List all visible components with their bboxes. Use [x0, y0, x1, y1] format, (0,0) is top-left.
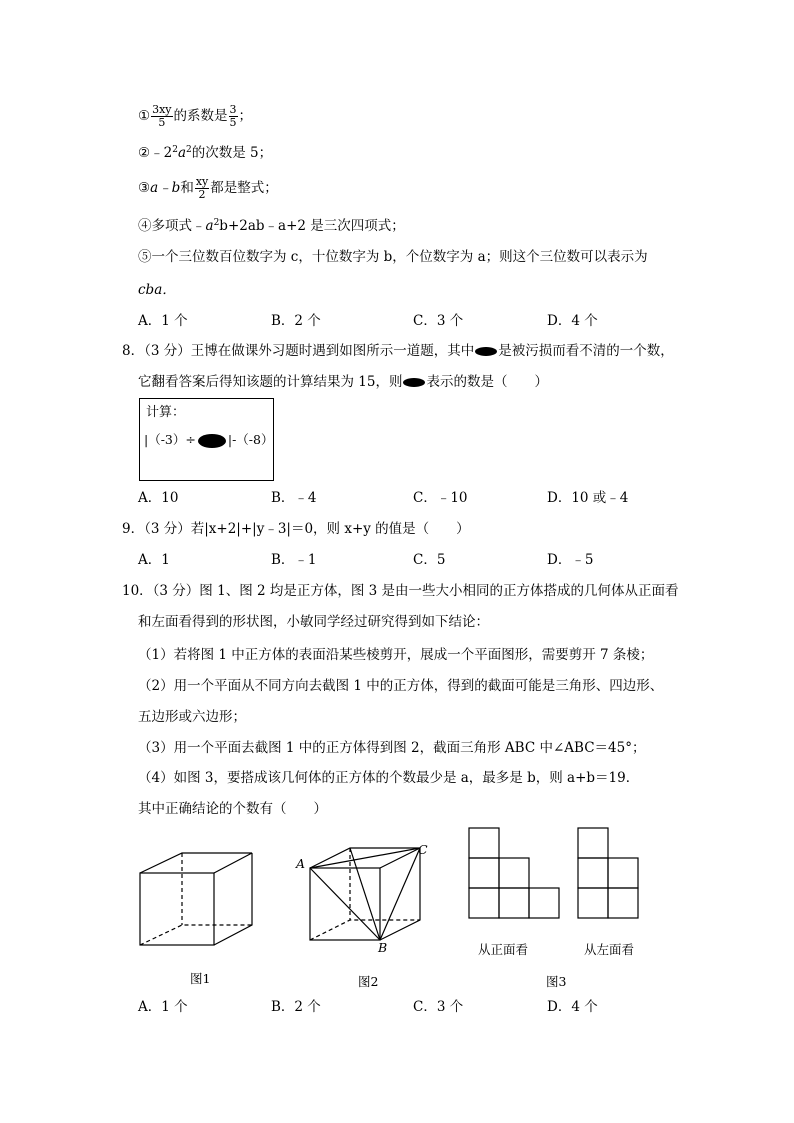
square — [469, 888, 499, 918]
calc-expression: |（-3）÷ |-（-8） — [144, 432, 274, 447]
q9-stem: 9．（3 分）若|x+2|+|y﹣3|＝0，则 x+y 的值是（ ） — [122, 521, 470, 537]
figure-3-front-view — [469, 828, 561, 920]
q10-option-c[interactable]: C．3 个 — [413, 999, 464, 1015]
statement-4: ④多项式$﹣a^2b+2ab﹣a+2$ 是三次四项式； — [138, 218, 405, 234]
cube-right-face — [214, 853, 252, 945]
section-edge-cb — [380, 848, 420, 940]
q8-option-b[interactable]: B．﹣4 — [271, 490, 317, 506]
figure-1-caption: 图1 — [190, 971, 211, 986]
q9-option-c[interactable]: C．5 — [413, 552, 446, 568]
q8-option-c[interactable]: C．﹣10 — [413, 490, 468, 506]
q8-option-d[interactable]: D．10 或﹣4 — [547, 490, 629, 506]
q8-stem-line1: 8．（3 分）王博在做课外习题时遇到如图所示一道题，其中 是被污损而看不清的一个数， — [122, 343, 674, 359]
statement-5: ⑤一个三位数百位数字为 c，十位数字为 b，个位数字为 a；则这个三位数可以表示为 — [138, 249, 648, 265]
q9-option-b[interactable]: B．﹣1 — [271, 552, 317, 568]
q8-option-a[interactable]: A．10 — [138, 490, 179, 506]
square — [529, 888, 559, 918]
q8-calculation-box — [139, 398, 274, 481]
q7-option-b[interactable]: B．2 个 — [271, 313, 321, 329]
section-edge-ac — [310, 848, 420, 868]
q9-option-d[interactable]: D．﹣5 — [547, 552, 594, 568]
q10-option-a[interactable]: A．1 个 — [138, 999, 188, 1015]
label-c: C — [418, 842, 428, 857]
statement-2: $②﹣2^2a^2$的次数是 5； — [138, 145, 273, 161]
cube-front-face — [140, 873, 214, 945]
cube-top-face — [140, 853, 252, 873]
q7-option-d[interactable]: D．4 个 — [547, 313, 598, 329]
calc-title: 计算： — [146, 405, 186, 420]
square — [499, 888, 529, 918]
fraction-3xy-over-5: $\frac{3xy}{5}$ — [152, 103, 172, 129]
statement-1: ① $\frac{3xy}{5}$ 的系数是 $\frac{3}{5}$ ； — [138, 103, 253, 129]
square — [608, 858, 638, 888]
cube-hidden-edges — [310, 920, 420, 940]
circled-number-5: ⑤ — [138, 249, 152, 265]
q10-option-d[interactable]: D．4 个 — [547, 999, 598, 1015]
q7-option-c[interactable]: C．3 个 — [413, 313, 464, 329]
cube-hidden-edges — [140, 925, 252, 945]
left-view-caption: 从左面看 — [584, 942, 635, 957]
circled-number-4: ④ — [138, 218, 152, 234]
q10-stem-line1: 10．（3 分）图 1、图 2 均是正方体，图 3 是由一些大小相同的正方体搭成的几何体从正面看 — [122, 583, 679, 599]
smudge-blot — [475, 347, 497, 356]
square — [469, 858, 499, 888]
q10-conclusion-4: （4）如图 3，要搭成该几何体的正方体的个数最少是 a，最多是 b，则 a+b＝19． — [138, 770, 640, 786]
label-a: A — [296, 856, 306, 871]
square — [499, 858, 529, 888]
square — [578, 828, 608, 858]
figure-2-cube-section — [292, 838, 432, 958]
section-edge-ab — [310, 868, 380, 940]
q10-conclusion-2a: （2）用一个平面从不同方向去截图 1 中的正方体，得到的截面可能是三角形、四边形、 — [138, 678, 664, 694]
square — [578, 858, 608, 888]
q10-stem-line2: 和左面看得到的形状图，小敏同学经过研究得到如下结论： — [138, 614, 489, 630]
q10-ask: 其中正确结论的个数有（ ） — [138, 801, 327, 817]
section-edge-inner — [350, 848, 380, 940]
front-view-caption: 从正面看 — [478, 942, 529, 957]
q7-option-a[interactable]: A．1 个 — [138, 313, 188, 329]
label-b: B — [378, 940, 388, 955]
statement-5-continued: cba． — [138, 282, 176, 298]
figure-2-caption: 图2 — [358, 974, 379, 989]
figure-3-caption: 图3 — [546, 974, 567, 989]
statement-3: ③a﹣b和 $\frac{xy}{2}$ 都是整式； — [138, 175, 278, 201]
fraction-3-over-5: $\frac{3}{5}$ — [229, 103, 237, 129]
q8-stem-line2: 它翻看答案后得知该题的计算结果为 15，则 表示的数是（ ） — [138, 374, 548, 390]
circled-number-1: ① — [138, 108, 151, 124]
square — [578, 888, 608, 918]
figure-3-left-view — [578, 828, 640, 920]
smudge-blot — [403, 378, 425, 387]
circled-number-3: ③ — [138, 180, 151, 196]
q10-option-b[interactable]: B．2 个 — [271, 999, 321, 1015]
q9-option-a[interactable]: A．1 — [138, 552, 170, 568]
q10-conclusion-3: （3）用一个平面去截图 1 中的正方体得到图 2，截面三角形 ABC 中∠ABC＝45°； — [138, 740, 646, 756]
q10-conclusion-2b: 五边形或六边形； — [138, 709, 246, 725]
square — [608, 888, 638, 918]
square — [469, 828, 499, 858]
circled-number-2: ② — [138, 145, 151, 161]
figure-1-cube — [130, 845, 250, 955]
q10-conclusion-1: （1）若将图 1 中正方体的表面沿某些棱剪开，展成一个平面图形，需要剪开 7 条棱； — [138, 647, 654, 663]
fraction-xy-over-2: $\frac{xy}{2}$ — [195, 175, 209, 201]
smudge-blot — [198, 434, 226, 448]
